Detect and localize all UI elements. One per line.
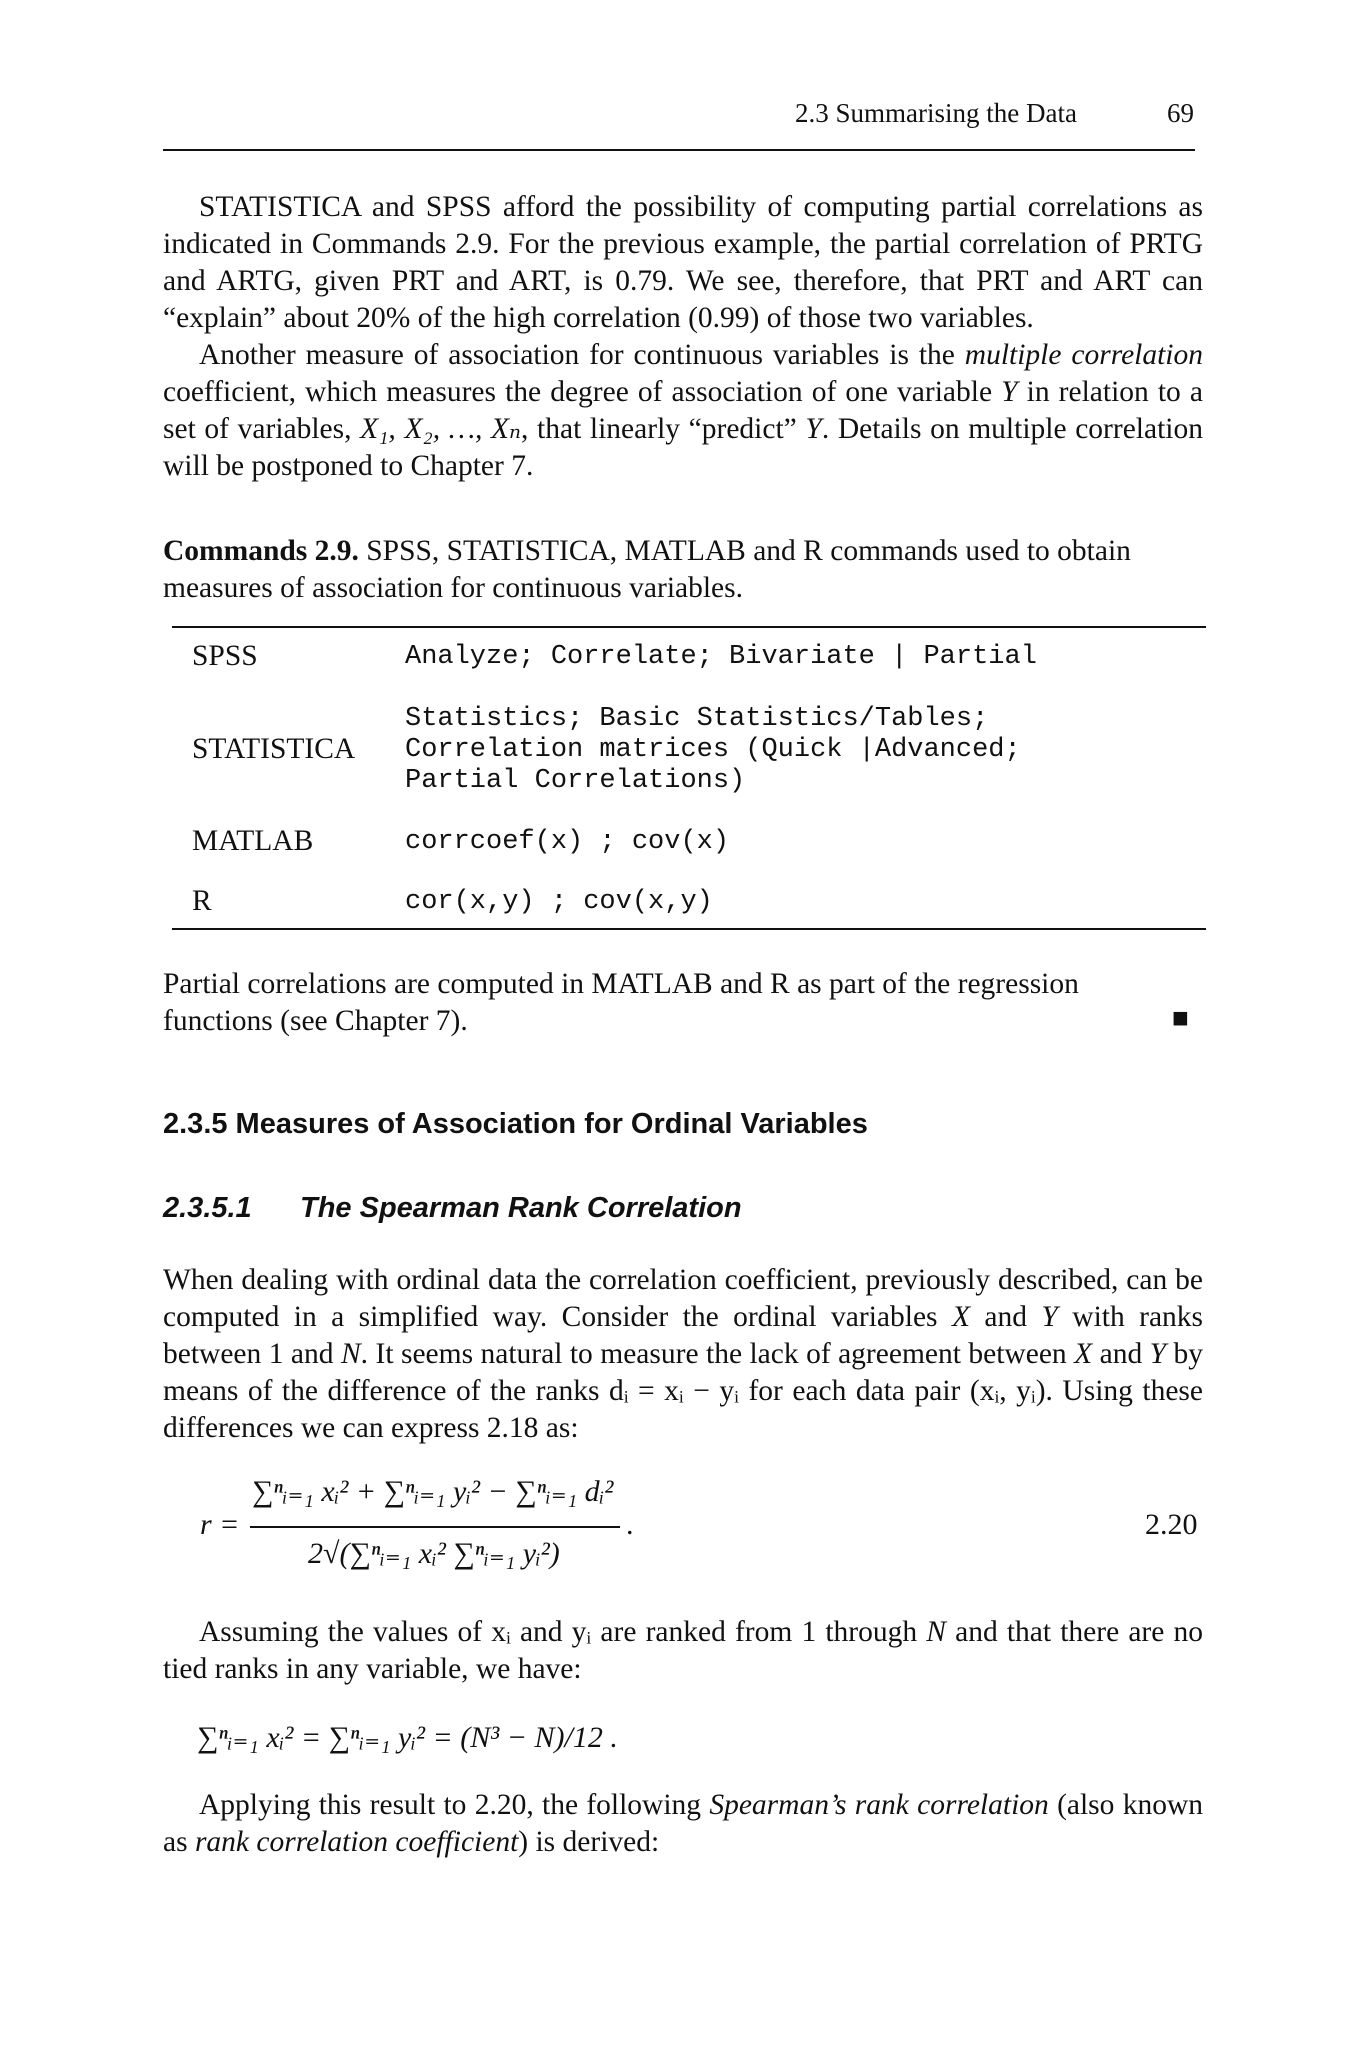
page-number: 69 xyxy=(1167,98,1194,128)
paragraph-applying-result: Applying this result to 2.20, the following Spearman’s rank correlation (also known as rank correlation coefficient) is derived: xyxy=(163,1789,1204,1858)
commands-caption: Commands 2.9. SPSS, STATISTICA, MATLAB and R commands used to obtain measures of association for continuous variables. xyxy=(163,535,1131,604)
paragraph-ordinal-data: When dealing with ordinal data the correlation coefficient, previously described, can be computed in a simplified way. Consider the ordinal variables X and Y with ranks between 1 and N. It seems natural to measure the lack of agreement between X and Y by means of the difference of the ranks dᵢ = xᵢ − yᵢ for each data pair (xᵢ, yᵢ). Using these differences we can express 2.18 as: xyxy=(163,1264,1204,1444)
eq-220-period: . xyxy=(626,1508,634,1541)
paragraph-partial-correlations: STATISTICA and SPSS afford the possibility of computing partial correlations as indicated in Commands 2.9. For the previous example, the partial correlation of PRTG and ARTG, given PRT and ART, is 0.79. We see, therefore, that PRT and ART can “explain” about 20% of the high correlation (0.99) of those two variables. xyxy=(163,191,1203,334)
table-software-statistica: STATISTICA xyxy=(192,733,356,765)
term-spearman-rank-correlation: Spearman’s rank correlation xyxy=(709,1789,1049,1821)
table-cmd-r: cor(x,y) ; cov(x,y) xyxy=(405,887,713,917)
commands-label: Commands 2.9. xyxy=(163,535,359,567)
eq-sum-of-ranks: ∑ⁿᵢ₌₁ xᵢ² = ∑ⁿᵢ₌₁ yᵢ² = (N³ − N)/12 . xyxy=(197,1721,618,1754)
table-cmd-statistica-3: Partial Correlations) xyxy=(405,766,746,796)
paragraph-assuming-ranks: Assuming the values of xᵢ and yᵢ are ranked from 1 through N and that there are no tied ranks in any variable, we have: xyxy=(163,1616,1204,1685)
term-multiple-correlation: multiple correlation xyxy=(964,339,1204,371)
variables-list: X₁, X₂, …, Xₙ xyxy=(360,413,521,445)
paragraph-multiple-correlation: Another measure of association for continuous variables is the multiple correlation coefficient, which measures the degree of association of one variable Y in relation to a set of variables, X₁, X₂, …, Xₙ, that linearly “predict” Y. Details on multiple correlation will be postponed to Chapter 7. xyxy=(163,339,1204,482)
table-top-rule xyxy=(172,626,1206,628)
paragraph-after-table: Partial correlations are computed in MATLAB and R as part of the regression functions (see Chapter 7). xyxy=(163,968,1079,1037)
eq-220-numerator: ∑ⁿᵢ₌₁ xᵢ² + ∑ⁿᵢ₌₁ yᵢ² − ∑ⁿᵢ₌₁ dᵢ² xyxy=(252,1475,614,1508)
eq-220-label: 2.20 xyxy=(1145,1508,1198,1541)
subsection-title: The Spearman Rank Correlation xyxy=(300,1192,742,1224)
running-header-section: 2.3 Summarising the Data xyxy=(795,98,1077,128)
table-cmd-spss: Analyze; Correlate; Bivariate | Partial xyxy=(405,642,1037,672)
header-rule xyxy=(163,149,1195,151)
eq-220-lhs: r = xyxy=(200,1508,240,1541)
eq-220-fraction-bar xyxy=(250,1526,620,1528)
end-of-example-mark: ■ xyxy=(1172,1003,1189,1034)
table-cmd-statistica-2: Correlation matrices (Quick |Advanced; xyxy=(405,735,1021,765)
subsection-number: 2.3.5.1 xyxy=(163,1192,252,1224)
table-cmd-statistica-1: Statistics; Basic Statistics/Tables; xyxy=(405,704,989,734)
eq-220-denominator: 2√(∑ⁿᵢ₌₁ xᵢ² ∑ⁿᵢ₌₁ yᵢ²) xyxy=(308,1537,560,1570)
table-software-r: R xyxy=(192,885,212,917)
table-cmd-matlab: corrcoef(x) ; cov(x) xyxy=(405,827,730,857)
section-heading: 2.3.5 Measures of Association for Ordinal Variables xyxy=(163,1108,868,1140)
table-bottom-rule xyxy=(172,928,1206,930)
term-rank-correlation-coefficient: rank correlation coefficient xyxy=(194,1826,519,1858)
table-software-spss: SPSS xyxy=(192,640,258,672)
table-software-matlab: MATLAB xyxy=(192,825,314,857)
